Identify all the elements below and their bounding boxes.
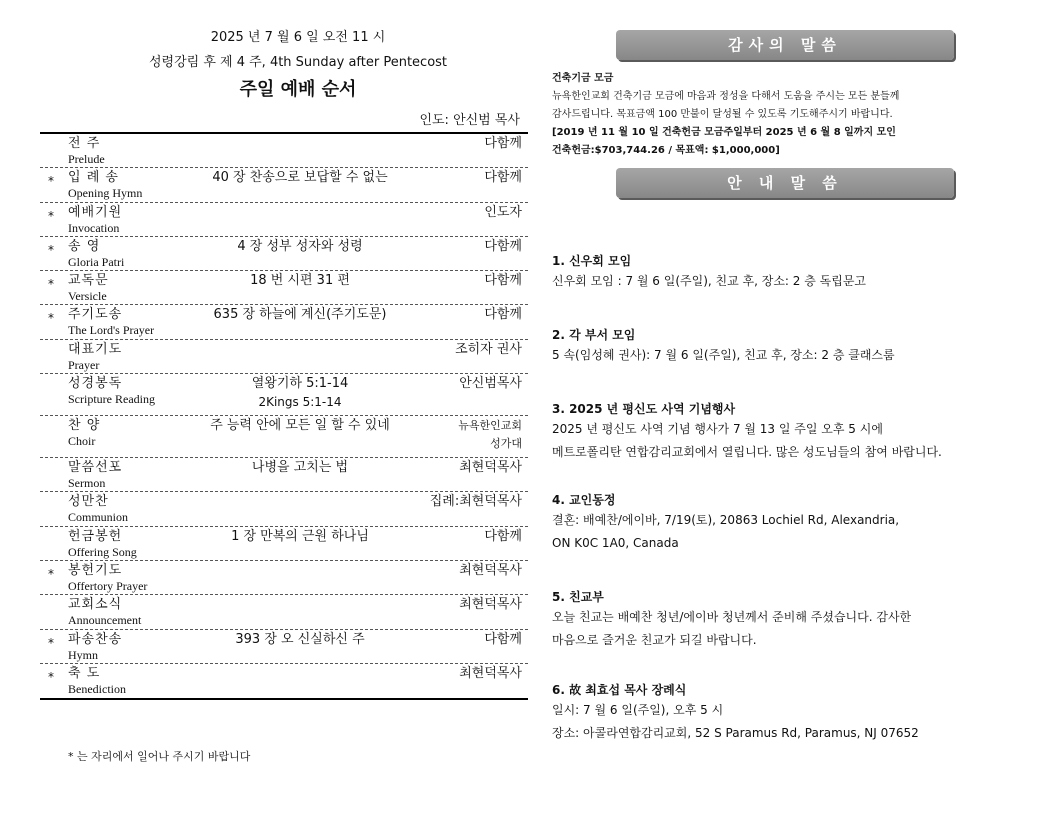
fund-line: [2019 년 11 월 10 일 건축헌금 모금주일부터 2025 년 6 월 8 일까지 모인 xyxy=(552,127,896,138)
item-detail: 40 장 찬송으로 보답할 수 없는 xyxy=(212,170,388,186)
item-english: Offertory Prayer xyxy=(68,578,148,593)
item-detail-english: 2Kings 5:1-14 xyxy=(258,395,342,410)
notice-line: 신우회 모임 : 7 월 6 일(주일), 친교 후, 장소: 2 층 독립문고 xyxy=(552,274,867,288)
notice-section xyxy=(552,491,1022,555)
stand-marker: * xyxy=(48,208,54,223)
order-row xyxy=(40,203,528,237)
item-leader: 다함께 xyxy=(484,136,522,151)
notice-section xyxy=(552,400,1022,464)
item-detail: 주 능력 안에 모든 일 할 수 있네 xyxy=(210,418,390,434)
notice-title: 6. 故 최효섭 목사 장례식 xyxy=(552,683,687,697)
item-english: Benediction xyxy=(68,681,126,696)
item-korean: 전 주 xyxy=(68,136,101,151)
notice-line: 장소: 아콜라연합감리교회, 52 S Paramus Rd, Paramus, NJ 07652 xyxy=(552,726,919,740)
notice-title: 4. 교인동정 xyxy=(552,493,616,507)
notice-section xyxy=(552,252,1022,293)
item-detail: 393 장 오 신실하신 주 xyxy=(235,631,365,647)
notices-banner: 안 내 말 씀 xyxy=(616,168,954,198)
thanks-banner: 감사의 말씀 xyxy=(616,30,954,60)
fund-line: 뉴욕한인교회 건축기금 모금에 마음과 정성을 다해서 도움을 주시는 모든 분들께 xyxy=(552,91,900,102)
stand-marker: * xyxy=(48,311,54,326)
notice-title: 5. 친교부 xyxy=(552,590,604,604)
item-leader: 인도자 xyxy=(484,204,522,220)
notice-title: 1. 신우회 모임 xyxy=(552,254,632,268)
item-english: Choir xyxy=(68,434,96,449)
notice-section xyxy=(552,681,1022,745)
item-english: Communion xyxy=(68,510,129,525)
order-row xyxy=(40,630,528,664)
item-detail: 열왕기하 5:1-14 xyxy=(251,376,349,392)
order-row xyxy=(40,134,528,168)
order-row xyxy=(40,305,528,339)
notice-line: 오늘 친교는 배예찬 청년/에이바 청년께서 준비해 주셨습니다. 감사한 xyxy=(552,610,912,624)
order-row xyxy=(40,271,528,305)
stand-marker: * xyxy=(48,635,54,650)
item-detail: 635 장 하늘에 계신(주기도문) xyxy=(213,307,387,323)
fund-line: 건축헌금:$703,744.26 / 목표액: $1,000,000] xyxy=(552,145,780,156)
notice-line: 마음으로 즐거운 친교가 되길 바랍니다. xyxy=(552,633,757,647)
item-english: Sermon xyxy=(68,476,106,491)
fund-line: 감사드립니다. 목표금액 100 만불이 달성될 수 있도록 기도해주시기 바랍니다. xyxy=(552,109,893,120)
item-english: Announcement xyxy=(68,613,142,628)
notice-section xyxy=(552,326,1022,367)
item-korean: 축 도 xyxy=(68,665,101,681)
order-row xyxy=(40,595,528,629)
stand-marker: * xyxy=(48,669,54,684)
item-korean: 교회소식 xyxy=(68,597,123,613)
stand-marker: * xyxy=(48,277,54,292)
order-row xyxy=(40,527,528,561)
item-english: Opening Hymn xyxy=(68,186,143,201)
notice-line: 결혼: 배예찬/에이바, 7/19(토), 20863 Lochiel Rd, Alexandria, xyxy=(552,513,900,527)
stand-marker: * xyxy=(48,242,54,257)
order-row xyxy=(40,561,528,595)
service-leader: 인도: 안신범 목사 xyxy=(419,113,520,128)
order-row xyxy=(40,340,528,374)
fund-heading: 건축기금 모금 xyxy=(552,73,614,84)
item-korean: 말씀선포 xyxy=(68,460,123,476)
announcements-column xyxy=(552,30,1022,758)
page-title: 주일 예배 순서 xyxy=(239,79,357,100)
notices-list xyxy=(552,198,1022,758)
item-korean: 파송찬송 xyxy=(68,631,123,647)
worship-order xyxy=(40,28,528,700)
item-english: Versicle xyxy=(68,289,107,304)
item-detail: 나병을 고치는 법 xyxy=(251,460,349,476)
notice-line: 메트로폴리탄 연합감리교회에서 열립니다. 많은 성도님들의 참여 바랍니다. xyxy=(552,445,942,459)
item-leader: 다함께 xyxy=(484,273,522,289)
notice-section xyxy=(552,588,1022,652)
notice-line: 일시: 7 월 6 일(주일), 오후 5 시 xyxy=(552,703,724,717)
item-leader: 최현덕목사 xyxy=(459,562,522,578)
item-leader: 다함께 xyxy=(484,238,522,254)
item-leader: 다함께 xyxy=(484,528,522,544)
order-row xyxy=(40,374,528,416)
item-korean: 예배기원 xyxy=(68,204,123,220)
item-korean: 교독문 xyxy=(68,273,109,289)
item-english: Prayer xyxy=(68,357,100,372)
order-row xyxy=(40,416,528,458)
item-leader: 다함께 xyxy=(484,170,522,186)
notice-line: ON K0C 1A0, Canada xyxy=(552,536,679,550)
order-row xyxy=(40,168,528,202)
item-english: Scripture Reading xyxy=(68,392,155,407)
item-leader: 최현덕목사 xyxy=(459,665,522,681)
standing-note: * 는 자리에서 일어나 주시기 바랍니다 xyxy=(68,750,251,763)
stand-marker: * xyxy=(48,566,54,581)
item-korean: 헌금봉헌 xyxy=(68,528,123,544)
item-leader: 다함께 xyxy=(484,307,522,323)
item-korean: 성경봉독 xyxy=(68,376,123,392)
notice-title: 3. 2025 년 평신도 사역 기념행사 xyxy=(552,402,736,416)
item-korean: 성만찬 xyxy=(68,494,109,510)
item-leader: 최현덕목사 xyxy=(459,460,522,476)
item-detail: 1 장 만복의 근원 하나님 xyxy=(231,528,369,544)
item-leader: 다함께 xyxy=(484,631,522,647)
building-fund-notice xyxy=(552,70,1022,160)
item-korean: 봉헌기도 xyxy=(68,562,123,578)
notice-line: 5 속(임성혜 권사): 7 월 6 일(주일), 친교 후, 장소: 2 층 클래스룸 xyxy=(552,348,895,362)
notice-line: 2025 년 평신도 사역 기념 행사가 7 월 13 일 주일 오후 5 시에 xyxy=(552,422,883,436)
order-row xyxy=(40,237,528,271)
item-english: Prelude xyxy=(68,152,105,166)
order-row xyxy=(40,664,528,698)
notice-title: 2. 각 부서 모임 xyxy=(552,328,636,342)
item-leader: 조히자 권사 xyxy=(455,341,522,357)
item-korean: 입 례 송 xyxy=(68,170,119,186)
stand-marker: * xyxy=(48,174,54,189)
item-detail: 4 장 성부 성자와 성령 xyxy=(237,238,363,254)
item-english: Gloria Patri xyxy=(68,254,125,269)
service-date: 2025 년 7 월 6 일 오전 11 시 xyxy=(210,30,386,45)
item-english: The Lord's Prayer xyxy=(68,323,155,338)
item-korean: 송 영 xyxy=(68,238,101,254)
item-korean: 주기도송 xyxy=(68,307,123,323)
order-row xyxy=(40,458,528,492)
item-leader: 뉴욕한인교회 xyxy=(458,419,522,433)
order-row xyxy=(40,492,528,526)
item-english: Hymn xyxy=(68,647,98,662)
service-subtitle: 성령강림 후 제 4 주, 4th Sunday after Pentecost xyxy=(148,55,448,70)
item-detail: 18 번 시편 31 편 xyxy=(250,273,350,289)
item-leader-line2: 성가대 xyxy=(490,437,522,451)
order-table xyxy=(40,132,528,700)
item-korean: 대표기도 xyxy=(68,341,123,357)
item-korean: 찬 양 xyxy=(68,418,101,434)
item-english: Invocation xyxy=(68,220,120,235)
item-leader: 안신범목사 xyxy=(459,376,522,392)
item-leader: 최현덕목사 xyxy=(459,597,522,613)
item-leader: 집례:최현덕목사 xyxy=(429,494,522,510)
item-english: Offering Song xyxy=(68,544,137,559)
